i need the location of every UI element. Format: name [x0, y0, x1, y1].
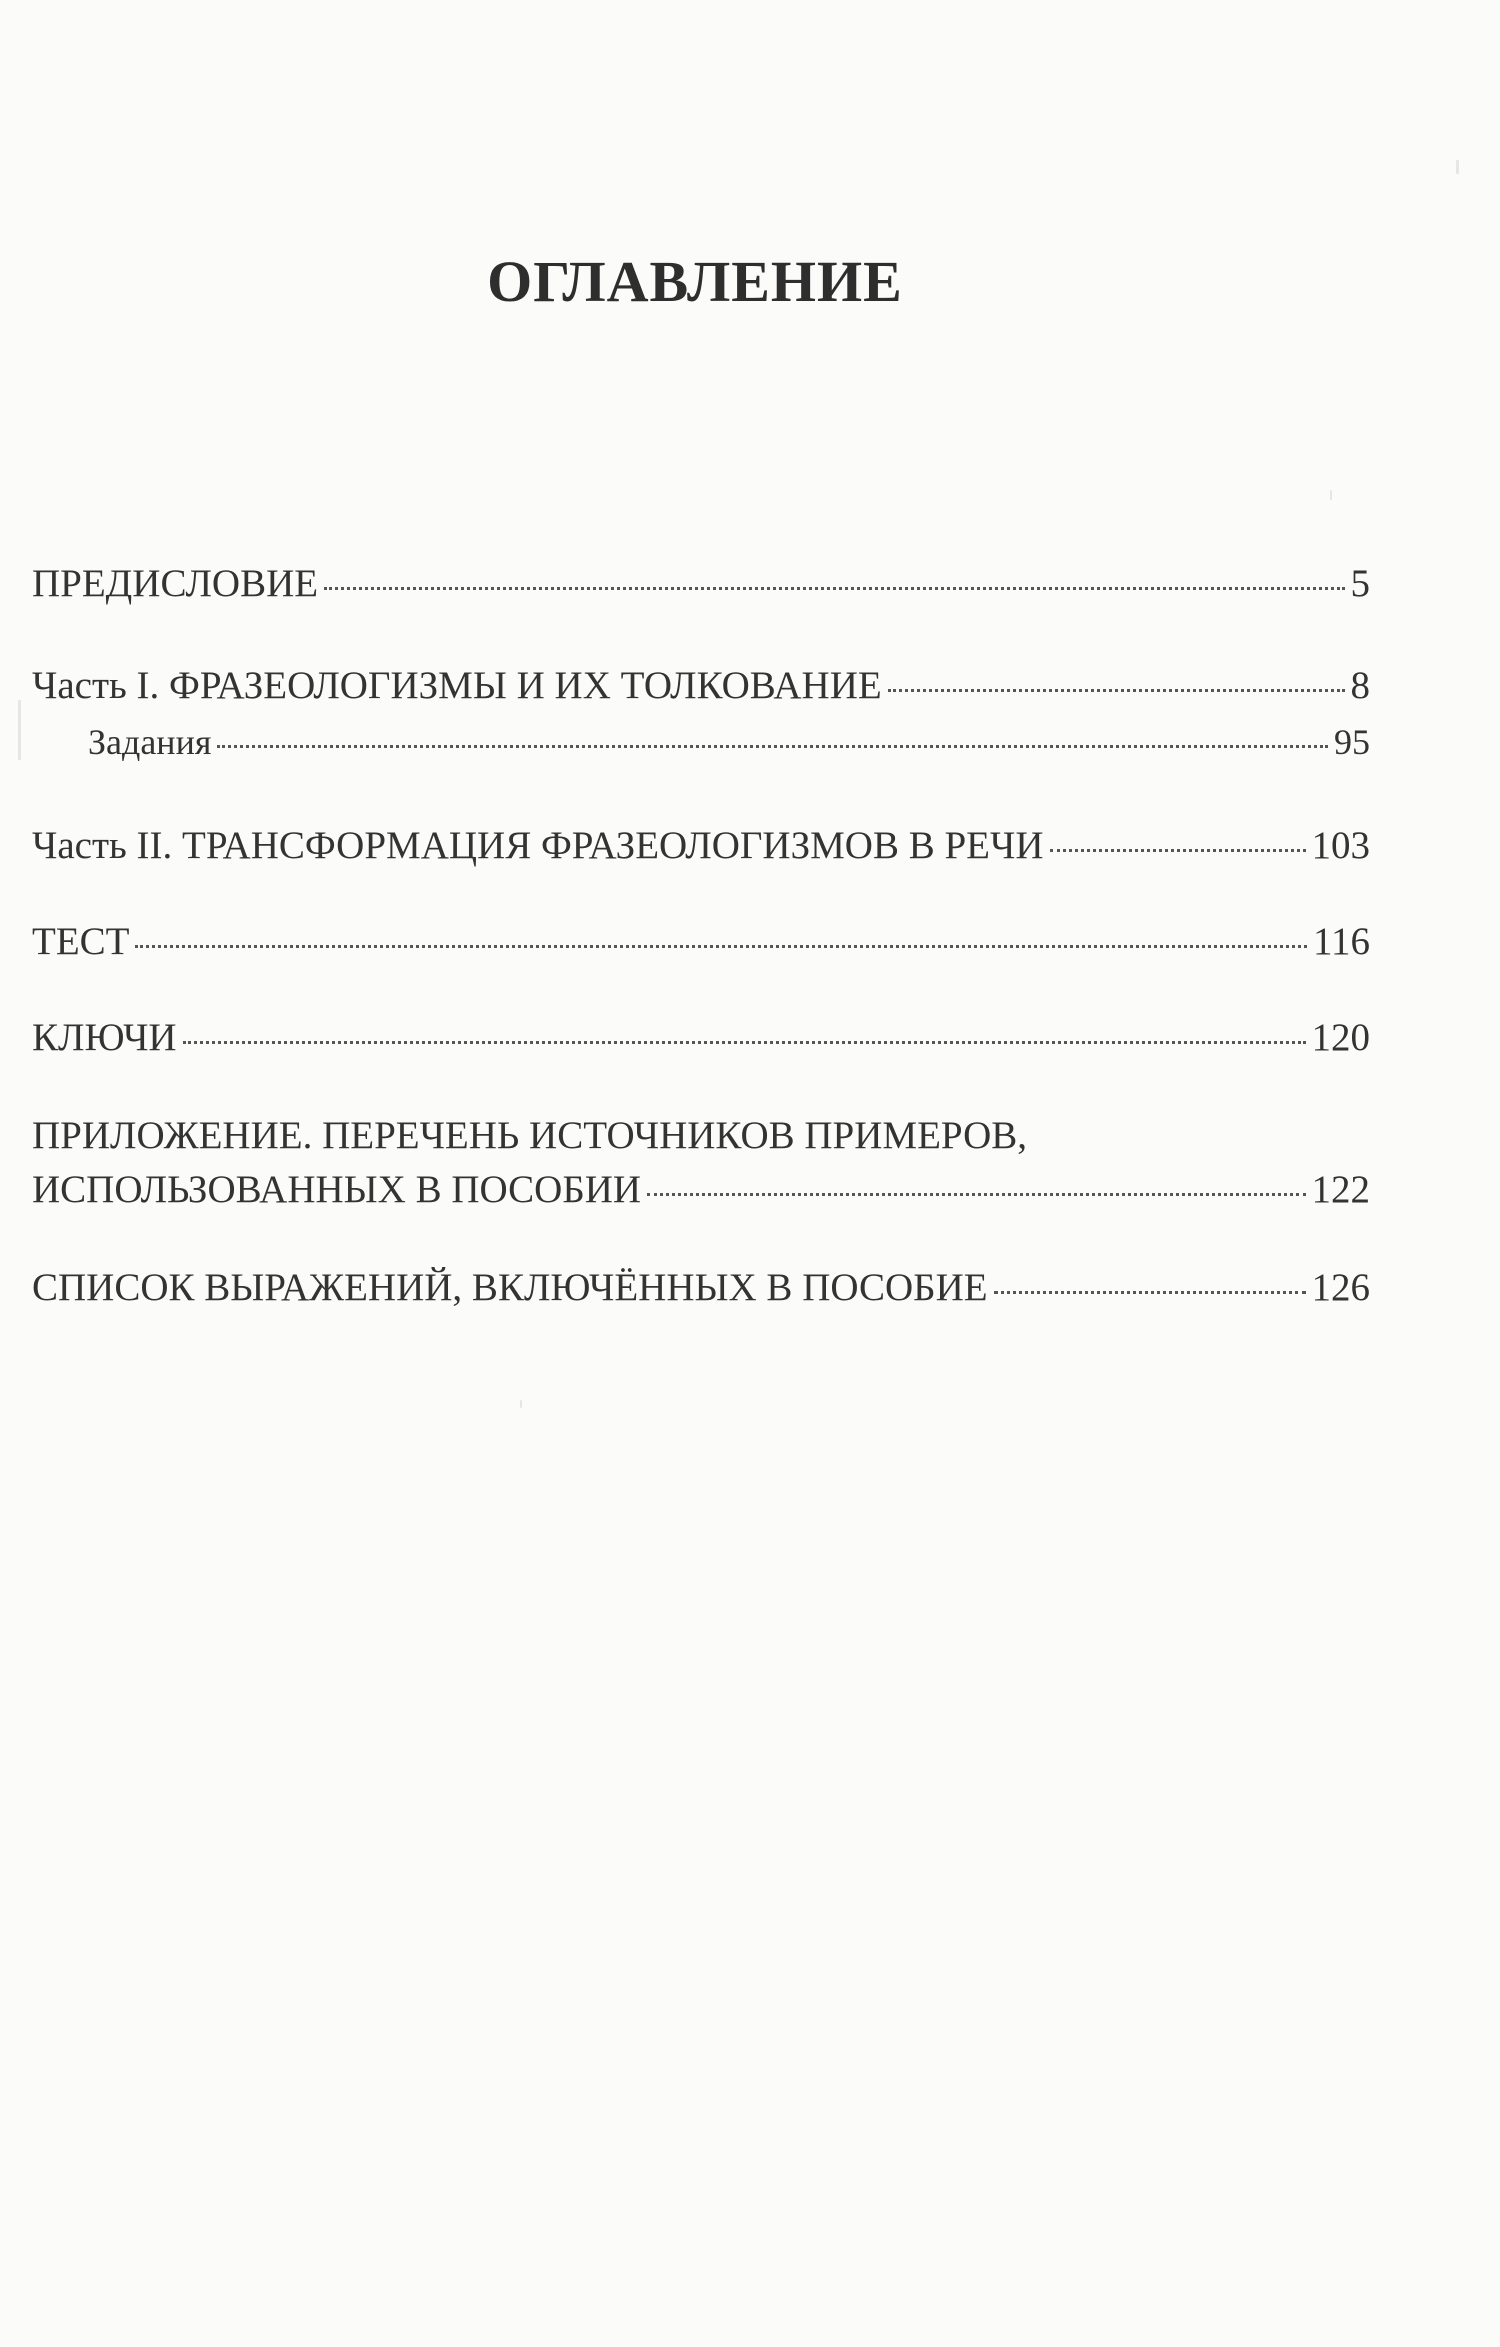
- dot-leader: [183, 1041, 1306, 1044]
- toc-entry-part-2: [32, 822, 1370, 870]
- toc-entry-title: СПИСОК ВЫРАЖЕНИЙ, ВКЛЮЧЁННЫХ В ПОСОБИЕ: [32, 1266, 988, 1309]
- dot-leader: [324, 587, 1344, 590]
- toc-entry-title-line-1: ПРИЛОЖЕНИЕ. ПЕРЕЧЕНЬ ИСТОЧНИКОВ ПРИМЕРОВ,: [32, 1114, 1027, 1157]
- toc-entry-title: КЛЮЧИ: [32, 1016, 177, 1059]
- toc-entry-page: 5: [1350, 562, 1370, 605]
- toc-entry-page: 120: [1311, 1016, 1370, 1059]
- toc-entry-title-line-2: ИСПОЛЬЗОВАННЫХ В ПОСОБИИ: [32, 1168, 642, 1211]
- toc-entry-page: 122: [1311, 1168, 1370, 1211]
- toc-entry-keys: [32, 1014, 1370, 1062]
- dot-leader: [217, 745, 1328, 748]
- toc-entry-test: [32, 918, 1370, 966]
- dot-leader: [1050, 849, 1306, 852]
- dot-leader: [994, 1291, 1306, 1294]
- paper-mark: [1330, 490, 1332, 500]
- paper-mark: [520, 1400, 522, 1408]
- toc-entry-page: 103: [1311, 824, 1370, 867]
- toc-entry-title: ПРЕДИСЛОВИЕ: [32, 562, 319, 605]
- toc-entry-title: Часть I. ФРАЗЕОЛОГИЗМЫ И ИХ ТОЛКОВАНИЕ: [32, 664, 882, 707]
- paper-mark: [1456, 160, 1459, 174]
- toc-entry-page: 126: [1311, 1266, 1370, 1309]
- page-title: ОГЛАВЛЕНИЕ: [487, 249, 903, 314]
- dot-leader: [647, 1193, 1305, 1196]
- toc-entry-title: Задания: [88, 722, 212, 762]
- toc-entry-page: 8: [1350, 664, 1370, 707]
- toc-entry-preface: [32, 560, 1370, 608]
- toc-entry-expressions-list: [32, 1264, 1370, 1312]
- dot-leader: [135, 945, 1306, 948]
- toc-entry-page: 95: [1334, 722, 1370, 762]
- toc-entry-page: 116: [1312, 920, 1370, 963]
- toc-entry-part-1: [32, 662, 1370, 710]
- toc-entry-title: ТЕСТ: [32, 920, 130, 963]
- dot-leader: [888, 689, 1345, 692]
- toc-entry-title: Часть II. ТРАНСФОРМАЦИЯ ФРАЗЕОЛОГИЗМОВ В РЕЧИ: [32, 824, 1044, 867]
- toc-entry-tasks: [32, 718, 1370, 766]
- toc-entry-appendix: [32, 1112, 1370, 1214]
- paper-mark: [18, 700, 21, 760]
